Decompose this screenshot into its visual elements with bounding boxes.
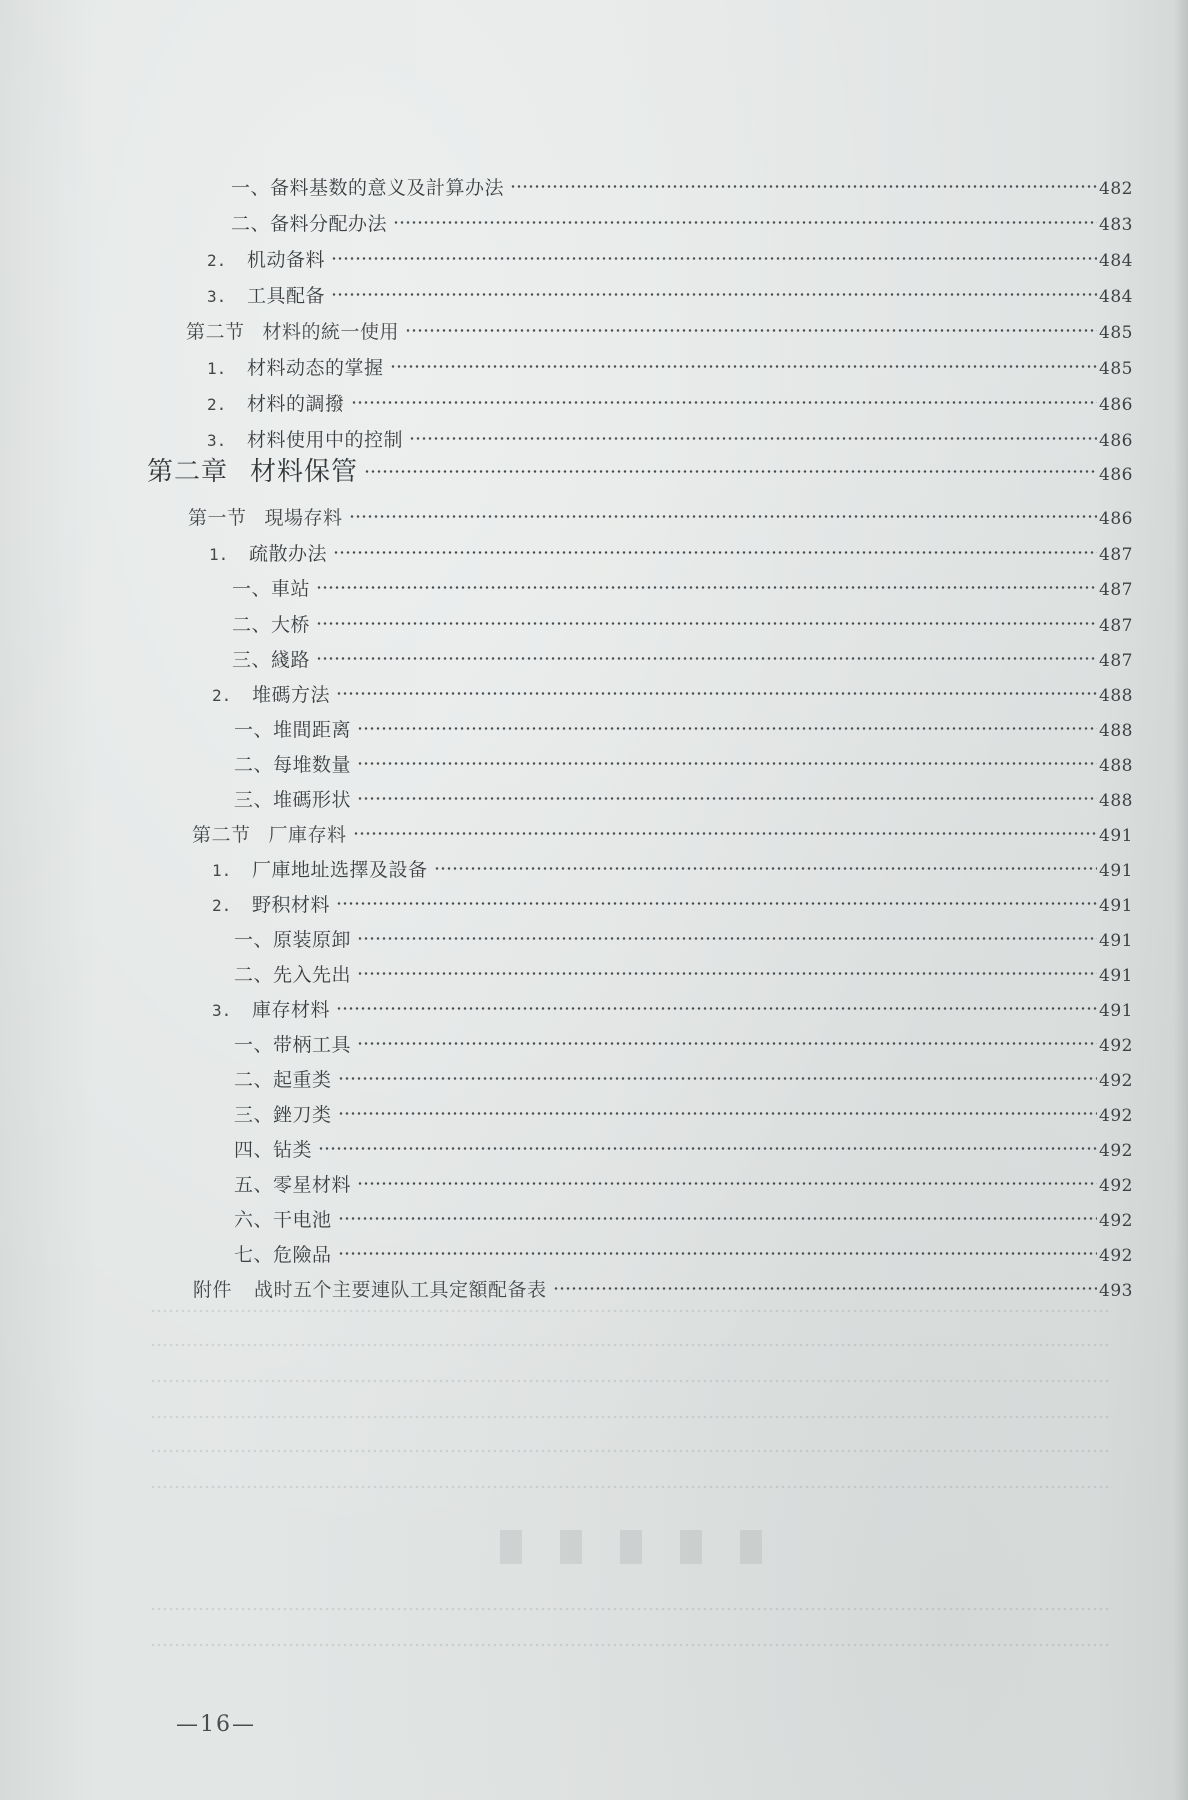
bleed-through-line [150,1640,1110,1650]
toc-entry [234,1202,1133,1231]
toc-page-number: 492 [1099,1176,1133,1196]
toc-entry [231,206,1133,235]
toc-entry [207,422,1133,451]
toc-page-number: 486 [1099,395,1133,415]
dot-leader [316,607,1097,631]
toc-entry-number: 3. [212,1001,232,1020]
toc-page-number: 487 [1099,651,1133,671]
toc-page-number: 488 [1099,686,1133,706]
toc-section-number: 第二节 [186,321,245,343]
toc-page-number: 491 [1099,896,1133,916]
toc-entry-label: 战时五个主要連队工具定額配备表 [254,1279,547,1301]
page-folio-number: —16— [176,1712,256,1737]
dot-leader [553,1272,1098,1296]
dot-leader [357,782,1097,806]
dot-leader [316,642,1097,666]
toc-page-number: 484 [1099,251,1133,271]
dot-leader [357,957,1097,981]
toc-entry [232,607,1133,636]
toc-entry-label: 材料动态的掌握 [247,357,384,379]
toc-entry-label: 疏散办法 [249,543,328,565]
toc-entry-label: 六、干电池 [234,1209,332,1231]
toc-page-number: 492 [1099,1036,1133,1056]
toc-entry-label: 厂庫地址选擇及設备 [252,859,428,881]
toc-entry [212,677,1133,706]
toc-entry [234,1027,1133,1056]
dot-leader [318,1132,1097,1156]
page-edge-shadow [1174,0,1188,1800]
toc-page-number: 492 [1099,1141,1133,1161]
toc-entry-number: 2. [207,251,227,270]
toc-entry-number: 2. [212,686,232,705]
toc-entry-label: 二、每堆数量 [234,754,352,776]
toc-entry [207,242,1133,271]
dot-leader [338,1097,1098,1121]
toc-entry-label: 現場存料 [264,507,343,529]
toc-entry-label: 二、先入先出 [234,964,352,986]
toc-entry-label: 厂庫存料 [268,824,347,846]
dot-leader [331,242,1097,266]
toc-entry [234,1237,1133,1266]
toc-chapter-entry [147,456,1133,486]
toc-page-number: 484 [1099,287,1133,307]
bleed-through-line [150,1306,1110,1316]
toc-entry [231,170,1133,199]
dot-leader [338,1062,1098,1086]
dot-leader [405,314,1097,338]
toc-entry-label: 一、带柄工具 [234,1034,352,1056]
toc-entry-label: 二、大桥 [232,614,311,636]
toc-entry [234,922,1133,951]
toc-section-entry [186,314,1133,343]
toc-entry-label: 七、危險品 [234,1244,332,1266]
toc-page-number: 488 [1099,791,1133,811]
toc-entry [209,536,1133,565]
toc-entry-label: 二、备料分配办法 [231,213,388,235]
dot-leader [434,852,1098,876]
toc-entry [232,571,1133,600]
toc-entry-number: 2. [212,896,232,915]
toc-entry [234,1167,1133,1196]
toc-entry-number: 2. [207,395,227,414]
bleed-through-line [150,1604,1110,1614]
toc-entry [207,350,1133,379]
toc-page-number: 492 [1099,1106,1133,1126]
toc-page-number: 493 [1099,1281,1133,1301]
toc-page-number: 486 [1099,431,1133,451]
bleed-through-line [150,1446,1110,1456]
dot-leader [349,500,1098,524]
toc-page-number: 488 [1099,721,1133,741]
toc-chapter-number: 第二章 [147,457,229,487]
toc-entry-label: 二、起重类 [234,1069,332,1091]
dot-leader [333,536,1097,560]
toc-entry-label: 材料的調撥 [247,393,345,415]
toc-entry [234,1062,1133,1091]
toc-entry-number: 1. [207,359,227,378]
dot-leader [338,1237,1098,1261]
toc-appendix-label: 附件 [193,1279,233,1301]
toc-entry-label: 一、車站 [232,578,311,600]
toc-page-number: 487 [1099,580,1133,600]
toc-entry-label: 材料使用中的控制 [247,429,404,451]
toc-entry-number: 1. [209,545,229,564]
toc-page-number: 485 [1099,323,1133,343]
toc-entry-label: 堆碼方法 [252,684,331,706]
dot-leader [336,677,1097,701]
toc-page-number: 491 [1099,966,1133,986]
toc-entry-number: 3. [207,287,227,306]
toc-page-number: 491 [1099,1001,1133,1021]
dot-leader [364,456,1097,480]
toc-entry [207,386,1133,415]
dot-leader [357,1167,1097,1191]
dot-leader [336,887,1097,911]
toc-entry [212,852,1133,881]
toc-section-number: 第二节 [192,824,251,846]
dot-leader [353,817,1098,841]
toc-appendix-entry [193,1272,1133,1301]
toc-page-number: 483 [1099,215,1133,235]
toc-entry-label: 机动备料 [247,249,326,271]
toc-page-number: 486 [1099,509,1133,529]
toc-section-number: 第一节 [188,507,247,529]
toc-entry-label: 材料的統一使用 [262,321,400,343]
toc-entry-label: 三、堆碼形状 [234,789,352,811]
toc-entry-number: 3. [207,431,227,450]
toc-chapter-title: 材料保管 [250,457,359,487]
toc-entry-label: 一、堆間距离 [234,719,352,741]
toc-page-number: 487 [1099,616,1133,636]
toc-entry-label: 五、零星材料 [234,1174,352,1196]
toc-page-number: 491 [1099,861,1133,881]
dot-leader [331,278,1097,302]
toc-entry [234,747,1133,776]
bleed-through-line [150,1376,1110,1386]
bleed-through-line [150,1482,1110,1492]
toc-page-number: 482 [1099,179,1133,199]
toc-page-number: 492 [1099,1211,1133,1231]
toc-entry [234,782,1133,811]
toc-page-number: 488 [1099,756,1133,776]
dot-leader [409,422,1097,446]
dot-leader [316,571,1097,595]
toc-page-number: 491 [1099,826,1133,846]
toc-page-number: 492 [1099,1246,1133,1266]
dot-leader [357,1027,1097,1051]
toc-entry [234,1097,1133,1126]
bleed-through-line [150,1340,1110,1350]
toc-entry-number: 1. [212,861,232,880]
toc-entry [207,278,1133,307]
toc-section-entry [192,817,1133,846]
dot-leader [357,747,1097,771]
toc-entry-label: 三、銼刀类 [234,1104,332,1126]
toc-entry [212,887,1133,916]
toc-entry [212,992,1133,1021]
toc-entry-label: 工具配备 [247,285,326,307]
dot-leader [390,350,1098,374]
dot-leader [338,1202,1098,1226]
dot-leader [351,386,1098,410]
dot-leader [336,992,1097,1016]
dot-leader [357,922,1097,946]
toc-entry-label: 三、綫路 [232,649,311,671]
toc-entry [234,957,1133,986]
toc-entry [234,712,1133,741]
toc-entry-label: 一、备料基数的意义及計算办法 [231,177,505,199]
bleed-through-heading [500,1530,800,1564]
toc-entry [232,642,1133,671]
toc-page-number: 487 [1099,545,1133,565]
toc-page-number: 485 [1099,359,1133,379]
dot-leader [357,712,1097,736]
toc-entry-label: 野积材料 [252,894,331,916]
bleed-through-line [150,1412,1110,1422]
dot-leader [393,206,1097,230]
toc-page-number: 491 [1099,931,1133,951]
toc-section-entry [188,500,1133,529]
toc-page-number: 492 [1099,1071,1133,1091]
dot-leader [510,170,1097,194]
toc-page-number: 486 [1099,465,1133,485]
toc-entry-label: 一、原装原卸 [234,929,352,951]
toc-entry-label: 庫存材料 [252,999,331,1021]
toc-entry-label: 四、钻类 [234,1139,313,1161]
toc-entry [234,1132,1133,1161]
